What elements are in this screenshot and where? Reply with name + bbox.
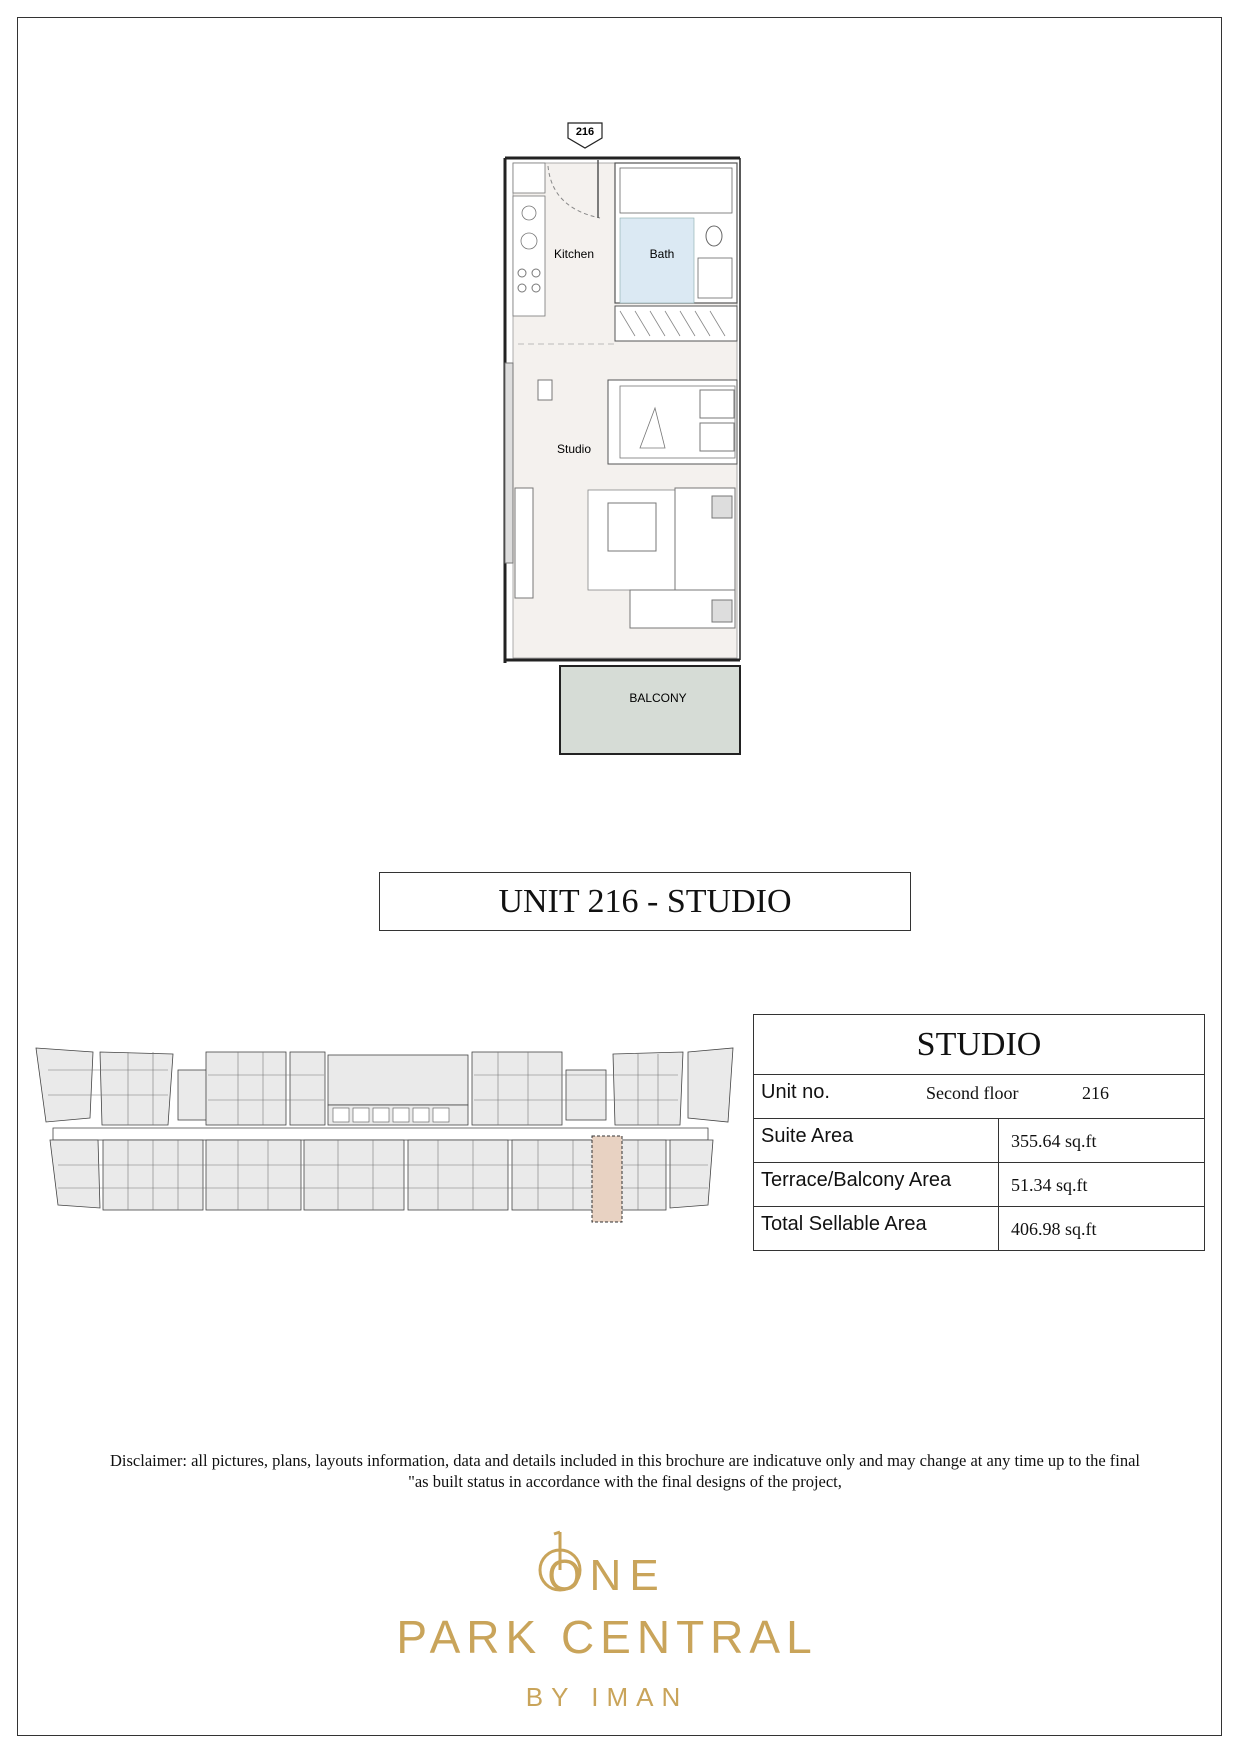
balcony-area-label: Terrace/Balcony Area xyxy=(761,1169,952,1191)
suite-area-row xyxy=(754,1119,1204,1163)
disclaimer-line-2: "as built status in accordance with the final designs of the project, xyxy=(408,1472,842,1491)
floor-value: Second floor xyxy=(926,1083,1019,1103)
unit-row xyxy=(754,1075,1204,1119)
logo-line-park-central: PARK CENTRAL xyxy=(396,1611,818,1663)
balcony-label: BALCONY xyxy=(629,691,687,705)
logo-line-by-iman: BY IMAN xyxy=(525,1682,689,1712)
highlighted-unit xyxy=(592,1136,622,1222)
unit-title: UNIT 216 - STUDIO xyxy=(498,882,792,920)
suite-area-label: Suite Area xyxy=(761,1125,854,1147)
unit-tag-label: 216 xyxy=(575,126,595,138)
unit-no-label: Unit no. xyxy=(761,1081,830,1103)
kitchen-label: Kitchen xyxy=(553,247,595,261)
one-park-central-logo xyxy=(360,1520,880,1720)
total-area-value: 406.98 sq.ft xyxy=(998,1207,1097,1251)
balcony-area-row xyxy=(754,1163,1204,1207)
disclaimer xyxy=(70,1450,1180,1492)
building-key-plan xyxy=(28,1040,738,1230)
disclaimer-line-1: Disclaimer: all pictures, plans, layouts information, data and details included in this brochure are indicatuve only and may change at any time up to the final xyxy=(109,1451,1141,1470)
unit-title-box xyxy=(379,872,911,931)
bath-label: Bath xyxy=(649,247,675,261)
logo-line-one: ONE xyxy=(547,1551,667,1600)
unit-number-value: 216 xyxy=(1082,1083,1109,1103)
info-table-heading: STUDIO xyxy=(754,1015,1204,1075)
total-area-label: Total Sellable Area xyxy=(761,1213,927,1235)
balcony-area-value: 51.34 sq.ft xyxy=(998,1163,1088,1206)
unit-tag-marker xyxy=(568,123,602,148)
studio-label: Studio xyxy=(556,442,592,456)
unit-info-table xyxy=(753,1014,1205,1251)
unit-floor-plan xyxy=(490,118,750,758)
total-area-row xyxy=(754,1207,1204,1251)
suite-area-value: 355.64 sq.ft xyxy=(998,1119,1097,1162)
